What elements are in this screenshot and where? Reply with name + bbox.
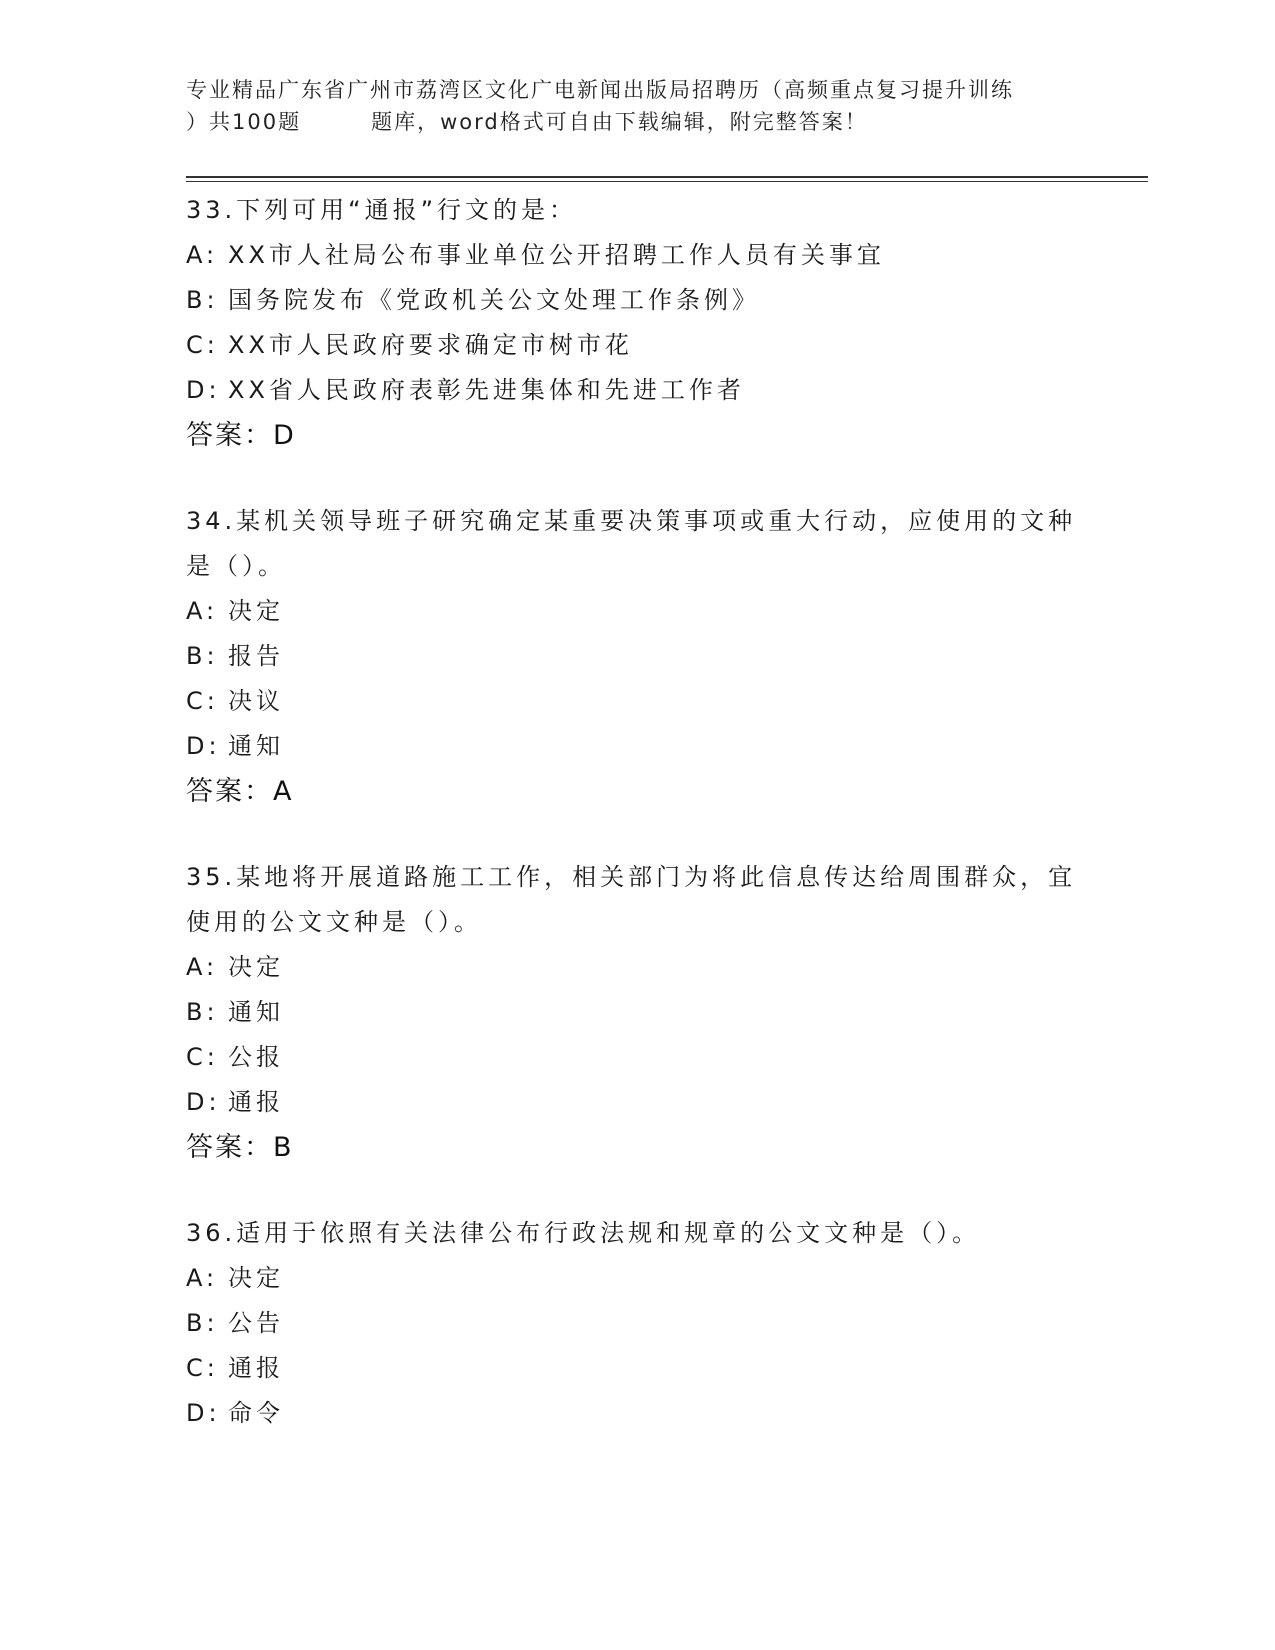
option-c [186,323,1086,368]
option-letter: A: [186,953,219,981]
question-text: 35.某地将开展道路施工工作，相关部门为将此信息传达给周围群众，宜使用的公文文种是（）。 [186,863,1077,936]
document-header [186,74,1086,138]
header-rule-thin [186,181,1148,182]
question-list [186,188,1086,1476]
option-d [186,368,1086,413]
option-b [186,634,1086,679]
header-line-2-start: ）共100题 [186,110,302,134]
option-text: 通报 [228,1088,284,1116]
option-letter: A: [186,241,219,269]
option-b [186,1301,1086,1346]
option-d [186,1391,1086,1436]
option-text: 决议 [228,687,284,715]
option-d [186,1080,1086,1125]
option-text: 公告 [228,1309,284,1337]
answer-label: 答案：D [186,420,296,451]
option-text: 报告 [228,642,284,670]
header-line-2 [186,106,1086,138]
option-letter: B: [186,286,219,314]
question-34 [186,499,1086,815]
question-text: 36.适用于依照有关法律公布行政法规和规章的公文文种是（）。 [186,1219,981,1247]
option-c [186,1035,1086,1080]
question-33 [186,188,1086,459]
option-text: 决定 [228,597,284,625]
option-text: 公报 [228,1043,284,1071]
option-text: 通知 [228,732,284,760]
option-d [186,724,1086,769]
option-letter: C: [186,331,219,359]
question-text: 34.某机关领导班子研究确定某重要决策事项或重大行动，应使用的文种是（）。 [186,507,1077,580]
option-a [186,233,1086,278]
option-letter: D: [186,1399,221,1427]
option-b [186,990,1086,1035]
question-36 [186,1211,1086,1436]
option-letter: B: [186,1309,219,1337]
option-text: 决定 [228,1264,284,1292]
option-a [186,945,1086,990]
option-b [186,278,1086,323]
option-letter: D: [186,732,221,760]
option-text: XX市人社局公布事业单位公开招聘工作人员有关事宜 [228,241,885,269]
header-rule-thick [186,176,1148,178]
option-text: XX省人民政府表彰先进集体和先进工作者 [228,376,745,404]
question-text: 33.下列可用“通报”行文的是： [186,196,578,224]
option-a [186,1256,1086,1301]
option-letter: C: [186,1354,219,1382]
option-a [186,589,1086,634]
option-letter: C: [186,1043,219,1071]
answer-label: 答案：A [186,776,294,807]
option-text: XX市人民政府要求确定市树市花 [228,331,633,359]
option-letter: D: [186,376,221,404]
option-text: 命令 [228,1399,284,1427]
answer-label: 答案：B [186,1132,294,1163]
option-text: 通报 [228,1354,284,1382]
option-letter: A: [186,597,219,625]
option-letter: C: [186,687,219,715]
option-letter: D: [186,1088,221,1116]
option-letter: B: [186,642,219,670]
option-text: 国务院发布《党政机关公文处理工作条例》 [228,286,760,314]
question-35 [186,855,1086,1171]
option-letter: B: [186,998,219,1026]
header-line-2-end: 题库，word格式可自由下载编辑，附完整答案！ [371,110,868,134]
header-line-1: 专业精品广东省广州市荔湾区文化广电新闻出版局招聘历（高频重点复习提升训练 [186,78,1014,102]
option-c [186,1346,1086,1391]
option-letter: A: [186,1264,219,1292]
option-text: 决定 [228,953,284,981]
option-text: 通知 [228,998,284,1026]
option-c [186,679,1086,724]
